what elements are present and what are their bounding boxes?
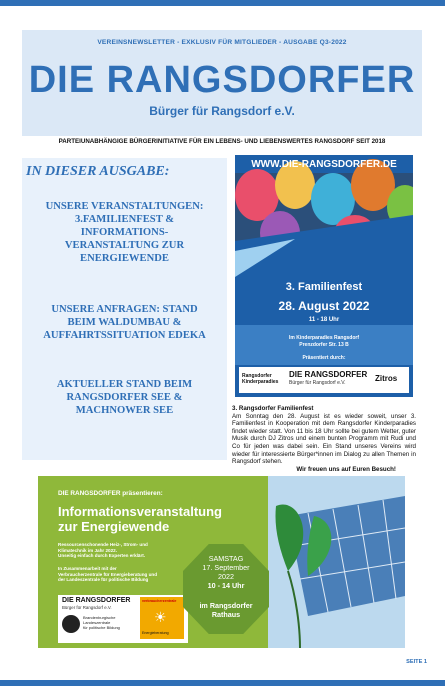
partner-line: Rangsdorfer xyxy=(242,373,272,379)
partner-line: DIE RANGSDORFER xyxy=(289,370,368,379)
toc-panel xyxy=(22,158,227,460)
partner-line: Kinderparadies xyxy=(242,379,279,385)
poster-event-time: 11 - 18 Uhr xyxy=(308,317,340,323)
toc-item-line: VERANSTALTUNG ZUR xyxy=(64,240,185,251)
banner-title xyxy=(58,504,288,534)
logo-bbp-line: Brandenburgische xyxy=(83,615,116,620)
toc-item xyxy=(22,200,227,265)
badge-line: im Rangsdorfer xyxy=(199,601,253,610)
toc-item-line: AUFFAHRTSSITUATION EDEKA xyxy=(43,330,206,341)
newsletter-line: VEREINSNEWSLETTER - EXKLUSIV FÜR MITGLIEDER - AUSGABE Q3-2022 xyxy=(97,39,347,46)
sun-icon: ☀ xyxy=(154,609,167,625)
logo-subline: Bürger für Rangsdorf e.V. xyxy=(62,605,112,610)
poster-venue: Prenzdorfer Str. 13 B xyxy=(299,342,349,348)
familienfest-article xyxy=(232,405,416,473)
badge-line: 10 - 14 Uhr xyxy=(207,581,245,590)
banner-text-line: Unseitig einfach durch Experten erklärt. xyxy=(58,553,146,559)
masthead-title: DIE RANGSDORFER xyxy=(28,59,416,101)
banner-text-line: der Landeszentrale für politische Bildung xyxy=(58,577,149,583)
logo-bbp-line: für politische Bildung xyxy=(83,625,120,630)
toc-item-line: BEIM WALDUMBAU & xyxy=(67,317,182,328)
partner-kinderparadies xyxy=(242,373,278,385)
logo-die-rangsdorfer: DIE RANGSDORFER xyxy=(62,597,131,604)
date-badge-text xyxy=(183,554,269,590)
toc-item-line: ENERGIEWENDE xyxy=(80,253,169,264)
place-badge-text xyxy=(183,601,269,619)
article-title: 3. Rangsdorfer Familienfest xyxy=(232,405,314,412)
logo-bbp xyxy=(83,615,120,630)
top-border xyxy=(0,0,445,6)
banner-title-line: zur Energiewende xyxy=(58,519,170,534)
verbraucherzentrale-logo xyxy=(140,597,184,639)
banner-text-line: Klimatechnik im Jahr 2022. xyxy=(58,547,117,553)
poster-venue: Im Kinderparadies Rangsdorf xyxy=(288,335,359,341)
toc-item-line: AKTUELLER STAND BEIM xyxy=(56,379,193,390)
banner-intro: DIE RANGSDORFER präsentieren: xyxy=(58,490,163,497)
masthead-subtitle: Bürger für Rangsdorf e.V. xyxy=(149,104,295,118)
toc-item xyxy=(22,303,227,342)
banner-title-line: Informationsveranstaltung xyxy=(58,504,222,519)
badge-line: 2022 xyxy=(218,572,234,581)
logo-vz-sub: Energieberatung xyxy=(142,631,169,635)
toc-item-line: INFORMATIONS- xyxy=(80,227,169,238)
toc-item xyxy=(22,378,227,417)
poster-event-date: 28. August 2022 xyxy=(278,299,370,313)
badge-line: 17. September xyxy=(202,563,250,572)
banner-text-line: In Zusammenarbeit mit der xyxy=(58,566,117,571)
toc-item-line: 3.FAMILIENFEST & xyxy=(74,214,175,225)
toc-item-line: MACHNOWER SEE xyxy=(75,405,174,416)
poster-partner-strip xyxy=(239,367,409,393)
tagline: PARTEIUNABHÄNGIGE BÜRGERINITIATIVE FÜR EIN LEBENS- UND LIEBENSWERTES RANGSDORF SEIT 2018 xyxy=(58,138,386,145)
badge-line: SAMSTAG xyxy=(208,554,244,563)
familienfest-poster xyxy=(235,155,413,397)
poster-event-title: 3. Familienfest xyxy=(285,281,363,293)
bbp-logo-icon xyxy=(62,615,80,633)
toc-item-line: RANGSDORFER SEE & xyxy=(66,392,183,403)
toc-title: IN DIESER AUSGABE: xyxy=(26,164,170,179)
partner-die-rangsdorfer xyxy=(289,371,367,387)
logo-bbp-line: Landeszentrale xyxy=(83,620,111,625)
logo-vz-label: verbraucherzentrale xyxy=(142,599,177,603)
partner-logos xyxy=(58,595,188,643)
partner-line: Bürger für Rangsdorf e.V. xyxy=(289,380,346,386)
poster-url: WWW.DIE-RANGSDORFER.DE xyxy=(251,159,397,170)
badge-line: Rathaus xyxy=(211,610,241,619)
article-sign: Wir freuen uns auf Euren Besuch! xyxy=(296,465,396,473)
partner-zitros: Zitros xyxy=(375,374,398,383)
poster-presented-by: Präsentiert durch: xyxy=(302,355,346,361)
banner-text-line: Verbraucherzentrale für Energieberatung und xyxy=(58,571,158,577)
bottom-border xyxy=(0,680,445,686)
page-number: SEITE 1 xyxy=(406,659,427,665)
article-body: Am Sonntag den 28. August ist es wieder soweit, unser 3. Familienfest in Kooperation mit dem Rangsdorfer Kinderparadies findet wieder statt. Von 11 bis 18 Uhr sollte bei gutem Wetter, guter Musik durch DJ Zitros und einem bunten Programm mit Rudi und Co für jeden was dabei sein. Ein Stand unseres Vereins wird wieder für interessierte Bürger*innen im Dialog zu allen Themen in Rangsdorf stehen. xyxy=(232,412,416,466)
toc-item-line: UNSERE ANFRAGEN: STAND xyxy=(51,304,198,315)
banner-text-line: Ressourcenschonende Heiz-, Strom- und xyxy=(58,542,148,547)
toc-item-line: UNSERE VERANSTALTUNGEN: xyxy=(45,201,204,212)
